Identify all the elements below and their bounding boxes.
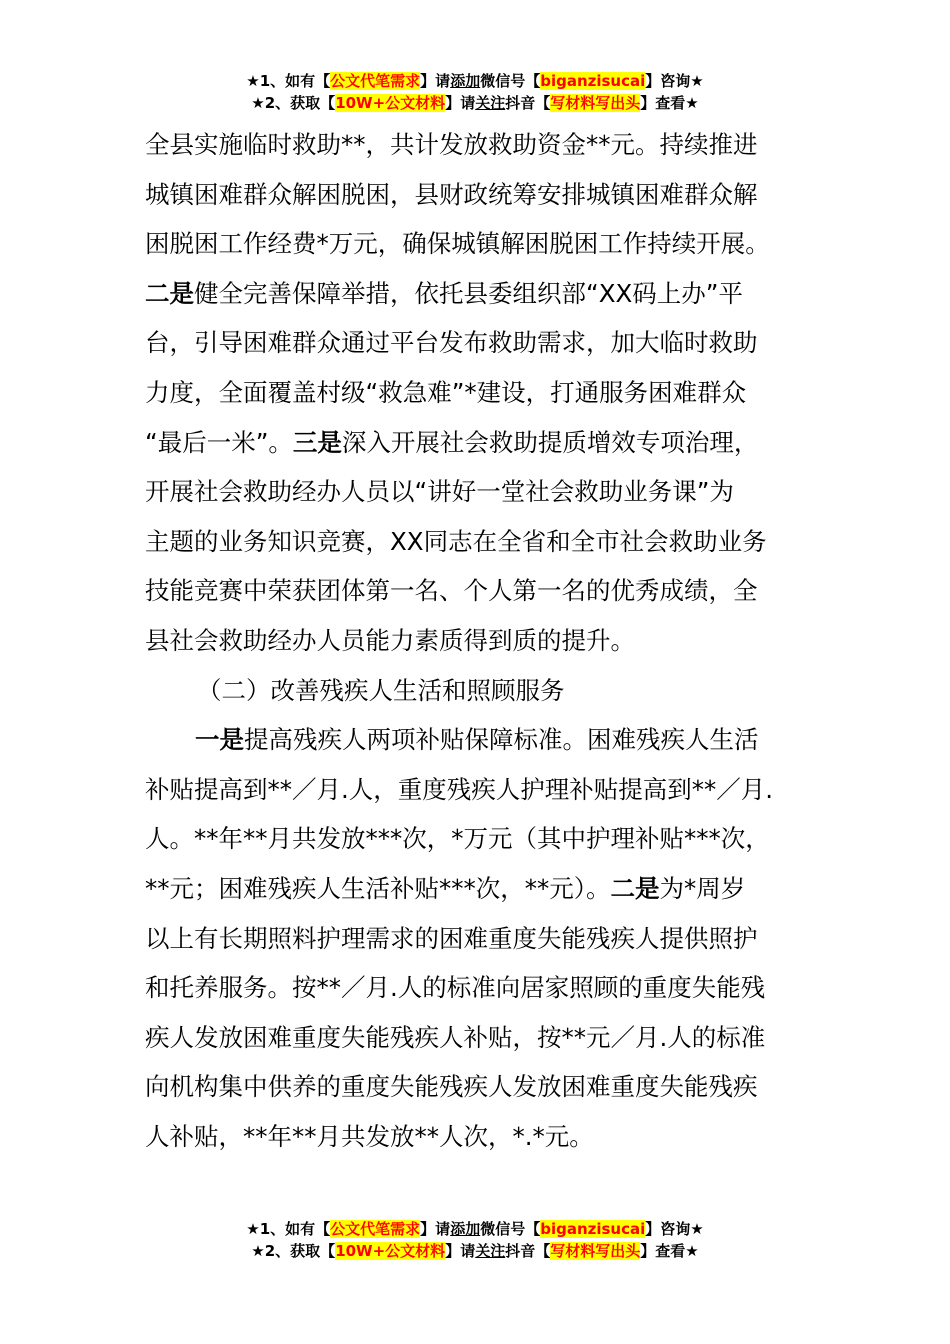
- wechat-id: biganzisucai: [540, 72, 646, 90]
- banner-text: 微信号【: [480, 72, 541, 90]
- banner-line-2: [0, 1240, 950, 1262]
- footer-banner: [0, 1218, 950, 1262]
- douyin-account: 写材料写出头: [550, 94, 641, 112]
- banner-text: 】查看★: [640, 1242, 699, 1260]
- bold-lead: 二是: [145, 278, 194, 308]
- body-line: 县社会救助经办人员能力素质得到质的提升。: [145, 625, 635, 655]
- body-line: 开展社会救助经办人员以“讲好一堂社会救助业务课”为: [145, 477, 734, 507]
- body-line: 城镇困难群众解困脱困，县财政统筹安排城镇困难群众解: [145, 179, 758, 209]
- underlined-text: 关注: [475, 94, 506, 112]
- body-text: 提高残疾人两项补贴保障标准。困难残疾人生活: [244, 725, 759, 755]
- banner-text: 】请: [420, 72, 451, 90]
- highlight-text: 公文代笔需求: [330, 72, 421, 90]
- banner-text: 】查看★: [640, 94, 699, 112]
- highlight-text: 10W+公文材料: [335, 94, 446, 112]
- banner-text: 】咨询★: [645, 72, 704, 90]
- body-line: 困脱困工作经费*万元，确保城镇解困脱困工作持续开展。: [145, 229, 770, 259]
- body-line: 人。**年**月共发放***次，*万元（其中护理补贴***次，: [145, 824, 770, 854]
- bold-lead: 一是: [195, 725, 244, 755]
- underlined-text: 添加: [450, 72, 481, 90]
- banner-text: 】咨询★: [645, 1220, 704, 1238]
- body-line: 全县实施临时救助**，共计发放救助资金**元。持续推进: [145, 130, 758, 159]
- wechat-id: biganzisucai: [540, 1220, 646, 1238]
- banner-text: 】请: [445, 94, 476, 112]
- banner-text: 抖音【: [505, 94, 551, 112]
- body-line: 以上有长期照料护理需求的困难重度失能残疾人提供照护: [145, 923, 758, 953]
- body-line: 主题的业务知识竞赛，XX同志在全省和全市社会救助业务: [145, 526, 767, 556]
- document-body: [145, 120, 807, 1161]
- banner-text: ★2、获取【: [251, 1242, 336, 1260]
- banner-text: ★1、如有【: [246, 1220, 331, 1238]
- body-line: [145, 715, 807, 765]
- body-text: 健全完善保障举措，依托县委组织部“XX码上办”平: [194, 278, 743, 308]
- header-banner: [0, 70, 950, 114]
- banner-text: ★1、如有【: [246, 72, 331, 90]
- highlight-text: 公文代笔需求: [330, 1220, 421, 1238]
- banner-text: 抖音【: [505, 1242, 551, 1260]
- banner-text: ★2、获取【: [251, 94, 336, 112]
- banner-text: 微信号【: [480, 1220, 541, 1238]
- douyin-account: 写材料写出头: [550, 1242, 641, 1260]
- banner-line-2: [0, 92, 950, 114]
- banner-line-1: [0, 70, 950, 92]
- bold-lead: 三是: [292, 427, 342, 457]
- body-line: [145, 269, 807, 319]
- body-line: 疾人发放困难重度失能残疾人补贴，按**元／月.人的标准: [145, 1022, 766, 1052]
- body-line: 和托养服务。按**／月.人的标准向居家照顾的重度失能残: [145, 973, 766, 1003]
- bold-lead: 二是: [610, 873, 660, 903]
- body-line: 补贴提高到**／月.人，重度残疾人护理补贴提高到**／月.: [145, 774, 774, 804]
- body-line: 人补贴，**年**月共发放**人次，*.*元。: [145, 1121, 594, 1151]
- body-line: 向机构集中供养的重度失能残疾人发放困难重度失能残疾: [145, 1072, 758, 1102]
- underlined-text: 添加: [450, 1220, 481, 1238]
- body-text: “最后一米”。: [145, 427, 293, 457]
- body-line: [145, 418, 807, 468]
- body-line: 力度，全面覆盖村级“救急难”*建设，打通服务困难群众: [145, 377, 747, 407]
- section-heading: （二）改善残疾人生活和照顾服务: [197, 675, 565, 705]
- banner-text: 】请: [445, 1242, 476, 1260]
- banner-text: 】请: [420, 1220, 451, 1238]
- body-text: **元；困难残疾人生活补贴***次，**元）。: [145, 873, 611, 903]
- body-text: 为*周岁: [659, 873, 746, 903]
- body-text: 深入开展社会救助提质增效专项治理，: [341, 427, 759, 457]
- underlined-text: 关注: [475, 1242, 506, 1260]
- banner-line-1: [0, 1218, 950, 1240]
- body-line: 台，引导困难群众通过平台发布救助需求，加大临时救助: [145, 328, 758, 358]
- highlight-text: 10W+公文材料: [335, 1242, 446, 1260]
- body-line: [145, 864, 807, 914]
- body-line: 技能竞赛中荣获团体第一名、个人第一名的优秀成绩，全: [145, 576, 758, 606]
